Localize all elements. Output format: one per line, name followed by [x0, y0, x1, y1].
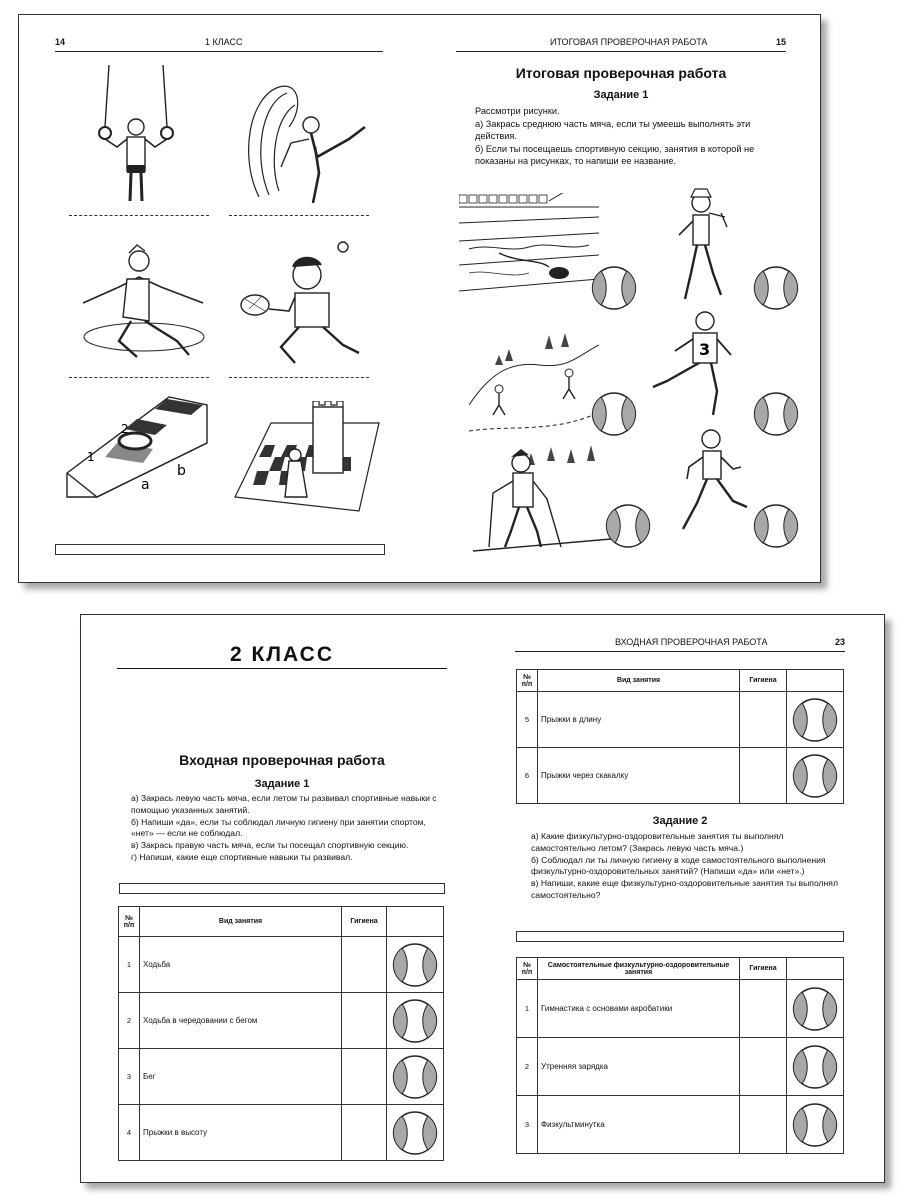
page-number: 23	[834, 637, 845, 647]
table-header-row	[517, 670, 844, 692]
board-game-illustration	[57, 389, 217, 519]
page-15	[419, 15, 820, 582]
title-divider	[117, 668, 447, 669]
row-activity: Бег	[140, 1049, 342, 1105]
answer-line[interactable]	[69, 377, 209, 378]
ball-cell[interactable]	[387, 993, 444, 1049]
page-23	[481, 615, 884, 1182]
row-activity: Прыжки в высоту	[140, 1105, 342, 1161]
figure-skater-illustration	[79, 237, 209, 367]
task-heading: Задание 1	[593, 89, 649, 101]
running-header	[515, 637, 845, 652]
running-title: 1 КЛАСС	[205, 37, 243, 47]
task-text	[131, 793, 447, 864]
ball-icon[interactable]	[753, 265, 799, 311]
hygiene-cell[interactable]	[342, 1105, 387, 1161]
ball-icon[interactable]	[753, 503, 799, 549]
task-heading: Задание 1	[254, 778, 310, 790]
ball-cell[interactable]	[387, 1049, 444, 1105]
ball-icon[interactable]	[392, 998, 438, 1044]
walking-man-illustration	[661, 187, 741, 303]
col-activity: Вид занятия	[538, 670, 740, 692]
row-activity: Физкультминутка	[538, 1096, 740, 1154]
row-activity: Прыжки в длину	[538, 692, 740, 748]
hygiene-cell[interactable]	[740, 1038, 787, 1096]
svg-text:b: b	[177, 463, 186, 479]
row-activity: Гимнастика с основами акробатики	[538, 980, 740, 1038]
ball-icon[interactable]	[792, 1102, 838, 1148]
ball-icon[interactable]	[392, 942, 438, 988]
speed-skater-illustration	[647, 307, 747, 427]
ball-icon[interactable]	[392, 1054, 438, 1100]
row-number: 1	[119, 937, 140, 993]
ribbon-gymnast-illustration	[239, 77, 369, 207]
svg-text:a: a	[141, 477, 150, 493]
col-ball	[387, 907, 444, 937]
answer-box[interactable]	[55, 544, 385, 555]
table-row	[517, 748, 844, 804]
ball-cell[interactable]	[787, 1038, 844, 1096]
class-title: 2 КЛАСС	[229, 643, 335, 666]
col-hygiene: Гигиена	[342, 907, 387, 937]
task-heading: Задание 2	[652, 815, 708, 827]
answer-box[interactable]	[119, 883, 445, 894]
hygiene-cell[interactable]	[342, 937, 387, 993]
task-line: в) Напиши, какие еще физкультурно-оздоровительные занятия ты выполнял самостоятельно?	[531, 878, 838, 900]
answer-line[interactable]	[229, 377, 369, 378]
task-line: б) Если ты посещаешь спортивную секцию, занятия в которой не показаны на рисунках, то напиши ее название.	[475, 143, 755, 166]
ball-icon[interactable]	[753, 391, 799, 437]
table-row	[517, 980, 844, 1038]
activity-table-continued	[516, 669, 844, 804]
svg-text:2: 2	[121, 422, 129, 436]
ball-icon[interactable]	[591, 265, 637, 311]
col-ball	[787, 958, 844, 980]
col-ball	[787, 670, 844, 692]
ball-icon[interactable]	[792, 986, 838, 1032]
tennis-player-illustration	[239, 235, 369, 369]
row-activity: Ходьба	[140, 937, 342, 993]
row-number: 4	[119, 1105, 140, 1161]
table-row	[517, 1096, 844, 1154]
running-header	[456, 37, 786, 52]
hygiene-cell[interactable]	[342, 1049, 387, 1105]
col-hygiene: Гигиена	[740, 670, 787, 692]
ball-cell[interactable]	[787, 980, 844, 1038]
svg-text:1: 1	[87, 450, 95, 464]
task-line: б) Соблюдал ли ты личную гигиену в ходе самостоятельного выполнения физкультурно-оздоровительных занятий? (Напиши «да» или «нет».)	[531, 854, 826, 877]
table-row	[119, 1049, 444, 1105]
self-activity-table	[516, 957, 844, 1154]
table-row	[119, 937, 444, 993]
hygiene-cell[interactable]	[740, 1096, 787, 1154]
hygiene-cell[interactable]	[740, 692, 787, 748]
table-header-row	[517, 958, 844, 980]
workbook-spread-2	[80, 614, 885, 1183]
page-2-class	[81, 615, 481, 1182]
task-text	[531, 831, 844, 902]
task-line: г) Напиши, какие еще спортивные навыки ты развивал.	[131, 851, 353, 862]
ball-cell[interactable]	[787, 692, 844, 748]
hygiene-cell[interactable]	[740, 980, 787, 1038]
col-number: № п/п	[119, 907, 140, 937]
row-number: 3	[119, 1049, 140, 1105]
page-number: 14	[55, 37, 66, 47]
swimming-illustration	[459, 193, 599, 313]
answer-line[interactable]	[229, 215, 369, 216]
gymnast-rings-illustration	[87, 65, 187, 205]
row-number: 2	[119, 993, 140, 1049]
ball-icon[interactable]	[392, 1110, 438, 1156]
row-number: 2	[517, 1038, 538, 1096]
col-activity: Самостоятельные физкультурно-оздоровительные занятия	[538, 958, 740, 980]
col-number: № п/п	[517, 670, 538, 692]
table-row	[119, 993, 444, 1049]
answer-box[interactable]	[516, 931, 844, 942]
trail-running-illustration	[469, 325, 599, 437]
task-line: Рассмотри рисунки.	[475, 106, 560, 116]
skier-illustration	[471, 443, 611, 555]
col-activity: Вид занятия	[140, 907, 342, 937]
row-activity: Прыжки через скакалку	[538, 748, 740, 804]
task-line: в) Закрась правую часть мяча, если ты посещал спортивную секцию.	[131, 840, 409, 851]
task-line: а) Закрась среднюю часть мяча, если ты умеешь выполнять эти действия.	[475, 118, 751, 141]
task-line: б) Напиши «да», если ты соблюдал личную гигиену при занятии спортом, «нет» — если не соблюдал.	[131, 816, 426, 839]
ball-cell[interactable]	[387, 937, 444, 993]
ball-cell[interactable]	[787, 748, 844, 804]
ball-icon[interactable]	[792, 753, 838, 799]
task-line: а) Закрась левую часть мяча, если летом ты развивал спортивные навыки с помощью указанных занятий.	[131, 793, 437, 815]
ball-icon[interactable]	[591, 391, 637, 437]
ball-cell[interactable]	[387, 1105, 444, 1161]
table-row	[119, 1105, 444, 1161]
row-number: 1	[517, 980, 538, 1038]
row-activity: Утренняя зарядка	[538, 1038, 740, 1096]
running-title: ИТОГОВАЯ ПРОВЕРОЧНАЯ РАБОТА	[550, 37, 708, 47]
svg-text:3: 3	[699, 340, 711, 359]
hygiene-cell[interactable]	[740, 748, 787, 804]
hygiene-cell[interactable]	[342, 993, 387, 1049]
workbook-spread-1	[18, 14, 821, 583]
row-activity: Ходьба в чередовании с бегом	[140, 993, 342, 1049]
col-number: № п/п	[517, 958, 538, 980]
work-title: Входная проверочная работа	[179, 752, 385, 768]
col-hygiene: Гигиена	[740, 958, 787, 980]
table-header-row	[119, 907, 444, 937]
task-line: а) Какие физкультурно-оздоровительные занятия ты выполнял самостоятельно летом? (Закрась левую часть мяча.)	[531, 831, 784, 853]
running-title: ВХОДНАЯ ПРОВЕРОЧНАЯ РАБОТА	[615, 637, 768, 647]
runner-illustration	[671, 427, 751, 535]
work-title: Итоговая проверочная работа	[515, 65, 727, 81]
ball-icon[interactable]	[792, 1044, 838, 1090]
row-number: 3	[517, 1096, 538, 1154]
row-number: 6	[517, 748, 538, 804]
ball-icon[interactable]	[792, 697, 838, 743]
table-row	[517, 1038, 844, 1096]
answer-line[interactable]	[69, 215, 209, 216]
ball-icon[interactable]	[605, 503, 651, 549]
row-number: 5	[517, 692, 538, 748]
running-header	[55, 37, 383, 52]
activity-table	[118, 906, 444, 1161]
page-14	[19, 15, 419, 582]
task-text	[475, 105, 785, 168]
table-row	[517, 692, 844, 748]
chess-illustration	[231, 401, 381, 517]
page-number: 15	[775, 37, 786, 47]
ball-cell[interactable]	[787, 1096, 844, 1154]
